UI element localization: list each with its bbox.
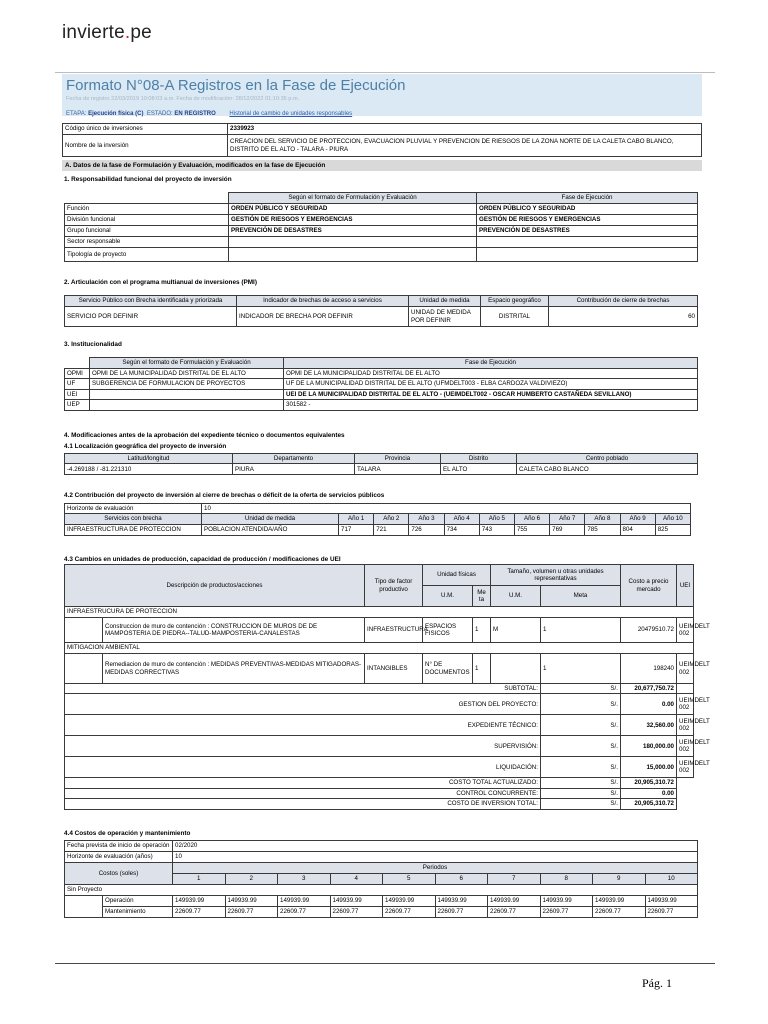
control-value: 0.00 bbox=[621, 788, 677, 798]
horizon-value: 10 bbox=[202, 504, 691, 514]
fe-value bbox=[229, 248, 477, 262]
row-label: OPMI bbox=[65, 369, 90, 379]
ej-value: 301582 - bbox=[284, 400, 698, 410]
liquidacion-uei: UEIMDELT 002 bbox=[677, 757, 694, 778]
operation-value: 149939.99 bbox=[225, 896, 278, 907]
gap-header: Año 8 bbox=[585, 514, 620, 524]
expediente-value: 32,560.00 bbox=[621, 715, 677, 736]
meta-header: Me ta bbox=[473, 586, 491, 607]
ej-value: ORDEN PÚBLICO Y SEGURIDAD bbox=[477, 204, 698, 215]
institutional-table bbox=[64, 357, 698, 411]
gap-header: Año 7 bbox=[550, 514, 585, 524]
period-header: 1 bbox=[173, 874, 226, 885]
maintenance-value: 22609.77 bbox=[278, 907, 331, 918]
section-44-title: 4.4 Costos de operación y mantenimiento bbox=[64, 830, 191, 837]
pmi-table bbox=[64, 295, 698, 327]
maintenance-value: 22609.77 bbox=[383, 907, 436, 918]
row-label: Sector responsable bbox=[65, 237, 229, 248]
pmi-header: Servicio Público con Brecha identificada y priorizada bbox=[65, 296, 237, 307]
location-table bbox=[64, 453, 698, 475]
pmi-header: Indicador de brechas de acceso a servicios bbox=[237, 296, 409, 307]
responsibility-table bbox=[64, 192, 698, 262]
gap-cell: POBLACION ATENDIDA/AÑO bbox=[202, 524, 339, 535]
item-cost: 20479510.72 bbox=[621, 618, 677, 643]
item-uei: UEIMDELT 002 bbox=[677, 654, 694, 684]
item-factor: INFRAESTRUCTURA bbox=[365, 618, 423, 643]
item-meta2: 1 bbox=[541, 618, 621, 643]
operation-value: 149939.99 bbox=[488, 896, 541, 907]
category-row: MITIGACION AMBIENTAL bbox=[65, 643, 694, 654]
operation-value: 149939.99 bbox=[173, 896, 226, 907]
operation-value: 149939.99 bbox=[645, 896, 698, 907]
gestion-label: GESTION DEL PROYECTO: bbox=[65, 694, 541, 715]
start-date-value: 02/2020 bbox=[173, 841, 698, 852]
gap-cell: 769 bbox=[550, 524, 585, 535]
operation-value: 149939.99 bbox=[383, 896, 436, 907]
operation-value: 149939.99 bbox=[435, 896, 488, 907]
liquidacion-value: 15,000.00 bbox=[621, 757, 677, 778]
section-4-title: 4. Modificaciones antes de la aprobación del expediente técnico o documentos equivalentes bbox=[64, 432, 345, 439]
pmi-header: Contribución de cierre de brechas bbox=[549, 296, 698, 307]
ej-value: UF DE LA MUNICIPALIDAD DISTRITAL DE EL ALTO (UFMDELT003 - ELBA CARDOZA VALDIVIEZO) bbox=[284, 379, 698, 389]
currency: S/. bbox=[541, 694, 621, 715]
sin-proyecto-row: Sin Proyecto bbox=[65, 885, 698, 896]
code-label: Código único de inversiones bbox=[63, 124, 228, 135]
item-meta: 1 bbox=[473, 654, 491, 684]
gestion-value: 0.00 bbox=[621, 694, 677, 715]
fe-value: SUBGERENCIA DE FORMULACION DE PROYECTOS bbox=[90, 379, 284, 389]
gap-header: Año 9 bbox=[620, 514, 655, 524]
row-label: UEI bbox=[65, 389, 90, 399]
row-label: Tipología de proyecto bbox=[65, 248, 229, 262]
currency: S/. bbox=[541, 799, 621, 809]
item-cost: 198240 bbox=[621, 654, 677, 684]
gap-header: Unidad de medida bbox=[202, 514, 339, 524]
section-3-title: 3. Institucionalidad bbox=[64, 341, 122, 348]
gap-table bbox=[64, 503, 691, 536]
gap-cell: 825 bbox=[655, 524, 690, 535]
loc-cell: TALARA bbox=[355, 464, 441, 475]
total-actualizado-label: COSTO TOTAL ACTUALIZADO: bbox=[65, 778, 541, 788]
currency: S/. bbox=[541, 757, 621, 778]
gap-header: Año 2 bbox=[374, 514, 409, 524]
pmi-cell: 60 bbox=[549, 307, 698, 327]
control-label: CONTROL CONCURRENTE: bbox=[65, 788, 541, 798]
bottom-divider bbox=[55, 963, 715, 964]
row-label: División funcional bbox=[65, 215, 229, 226]
loc-cell: EL ALTO bbox=[441, 464, 517, 475]
period-header: 8 bbox=[540, 874, 593, 885]
gap-cell: 717 bbox=[339, 524, 374, 535]
item-um: ESPACIOS FISICOS bbox=[423, 618, 473, 643]
gap-cell: 726 bbox=[409, 524, 444, 535]
code-value: 2339923 bbox=[228, 124, 702, 135]
gap-cell: 785 bbox=[585, 524, 620, 535]
period-header: 9 bbox=[593, 874, 646, 885]
horizon-years-value: 10 bbox=[173, 852, 698, 863]
period-header: 10 bbox=[645, 874, 698, 885]
period-header: 2 bbox=[225, 874, 278, 885]
loc-header: Centro poblado bbox=[517, 454, 698, 464]
currency: S/. bbox=[541, 715, 621, 736]
meta2-header: Meta bbox=[541, 586, 621, 607]
desc-header: Descripción de productos/acciones bbox=[65, 565, 365, 607]
item-um2 bbox=[491, 654, 541, 684]
section-a-header: A. Datos de la fase de Formulación y Evaluación, modificados en la fase de Ejecución bbox=[62, 160, 702, 171]
periods-header: Periodos bbox=[173, 863, 698, 874]
gap-cell: INFRAESTRUCTURA DE PROTECCION bbox=[65, 524, 202, 535]
maintenance-value: 22609.77 bbox=[593, 907, 646, 918]
supervision-value: 180,000.00 bbox=[621, 736, 677, 757]
start-date-label: Fecha prevista de inicio de operación bbox=[65, 841, 173, 852]
fe-value bbox=[90, 389, 284, 399]
om-costs-table bbox=[64, 840, 698, 918]
currency: S/. bbox=[541, 684, 621, 694]
history-link[interactable]: Historial de cambio de unidades responsables bbox=[229, 111, 353, 117]
gap-cell: 804 bbox=[620, 524, 655, 535]
invierte-logo: invierte.pe bbox=[62, 22, 152, 43]
title-block bbox=[62, 74, 702, 116]
s3-col-fe: Según el formato de Formulación y Evaluación bbox=[90, 358, 284, 369]
loc-header: Provincia bbox=[355, 454, 441, 464]
production-table bbox=[64, 564, 710, 810]
gap-cell: 734 bbox=[444, 524, 479, 535]
section-43-title: 4.3 Cambios en unidades de producción, capacidad de producción / modificaciones de UEI bbox=[64, 556, 341, 563]
item-um: N° DE DOCUMENTOS bbox=[423, 654, 473, 684]
inversion-total-label: COSTO DE INVERSION TOTAL: bbox=[65, 799, 541, 809]
pmi-header: Espacio geográfico bbox=[481, 296, 549, 307]
fe-value: PREVENCIÓN DE DESASTRES bbox=[229, 226, 477, 237]
loc-header: Distrito bbox=[441, 454, 517, 464]
size-header: Tamaño, volumen u otras unidades representativas bbox=[491, 565, 621, 586]
subtotal-uei bbox=[677, 684, 694, 694]
operation-value: 149939.99 bbox=[278, 896, 331, 907]
name-label: Nombre de la inversión bbox=[63, 135, 228, 157]
ej-value bbox=[477, 248, 698, 262]
ej-value: OPMI DE LA MUNICIPALIDAD DISTRITAL DE EL ALTO bbox=[284, 369, 698, 379]
gap-header: Servicios con brecha bbox=[65, 514, 202, 524]
period-header: 5 bbox=[383, 874, 436, 885]
record-dates: Fecha de registro 22/03/2019 10:08:03 a.m. Fecha de modificación: 28/12/2022 01:10:35 p.m. bbox=[66, 96, 300, 102]
um-header: U.M. bbox=[423, 586, 473, 607]
currency: S/. bbox=[541, 788, 621, 798]
liquidacion-label: LIQUIDACIÓN: bbox=[65, 757, 541, 778]
fe-value: OPMI DE LA MUNICIPALIDAD DISTRITAL DE EL ALTO bbox=[90, 369, 284, 379]
maintenance-value: 22609.77 bbox=[435, 907, 488, 918]
section-42-title: 4.2 Contribución del proyecto de inversión al cierre de brechas o déficit de la oferta de servicios públicos bbox=[64, 492, 385, 499]
item-factor: INTANGIBLES bbox=[365, 654, 423, 684]
supervision-label: SUPERVISIÓN: bbox=[65, 736, 541, 757]
gap-header: Año 3 bbox=[409, 514, 444, 524]
section-41-title: 4.1 Localización geográfica del proyecto de inversión bbox=[64, 443, 227, 450]
section-2-title: 2. Articulación con el programa multianual de inversiones (PMI) bbox=[64, 279, 257, 286]
pmi-cell: SERVICIO POR DEFINIR bbox=[65, 307, 237, 327]
loc-cell: -4.269188 / -81.221310 bbox=[65, 464, 233, 475]
operation-value: 149939.99 bbox=[593, 896, 646, 907]
row-label: UEP bbox=[65, 400, 90, 410]
s3-col-ej: Fase de Ejecución bbox=[284, 358, 698, 369]
operation-value: 149939.99 bbox=[540, 896, 593, 907]
gap-cell: 755 bbox=[514, 524, 549, 535]
expediente-uei: UEIMDELT 002 bbox=[677, 715, 694, 736]
item-meta2: 1 bbox=[541, 654, 621, 684]
gap-cell: 743 bbox=[479, 524, 514, 535]
gap-header: Año 1 bbox=[339, 514, 374, 524]
ej-value: UEI DE LA MUNICIPALIDAD DISTRITAL DE EL ALTO - (UEIMDELT002 - OSCAR HUMBERTO CASTAÑEDA SEVILLANO) bbox=[284, 389, 698, 399]
subtotal-value: 20,677,750.72 bbox=[621, 684, 677, 694]
period-header: 4 bbox=[330, 874, 383, 885]
page-title: Formato N°08-A Registros en la Fase de Ejecución bbox=[66, 77, 406, 94]
s1-col-fe: Según el formato de Formulación y Evaluación bbox=[229, 193, 477, 204]
maintenance-value: 22609.77 bbox=[330, 907, 383, 918]
ej-value: GESTIÓN DE RIESGOS Y EMERGENCIAS bbox=[477, 215, 698, 226]
subtotal-label: SUBTOTAL: bbox=[65, 684, 541, 694]
gap-header: Año 10 bbox=[655, 514, 690, 524]
supervision-uei: UEIMDELT 002 bbox=[677, 736, 694, 757]
horizon-label: Horizonte de evaluación bbox=[65, 504, 202, 514]
loc-header: Departamento bbox=[233, 454, 355, 464]
gap-header: Año 4 bbox=[444, 514, 479, 524]
currency: S/. bbox=[541, 778, 621, 788]
row-label: UF bbox=[65, 379, 90, 389]
row-label: Función bbox=[65, 204, 229, 215]
period-header: 3 bbox=[278, 874, 331, 885]
period-header: 7 bbox=[488, 874, 541, 885]
ej-value bbox=[477, 237, 698, 248]
maintenance-value: 22609.77 bbox=[645, 907, 698, 918]
section-1-title: 1. Responsabilidad funcional del proyecto de inversión bbox=[64, 176, 232, 183]
gestion-uei: UEIMDELT 002 bbox=[677, 694, 694, 715]
pmi-header: Unidad de medida bbox=[409, 296, 481, 307]
name-value: CREACION DEL SERVICIO DE PROTECCION, EVACUACION PLUVIAL Y PREVENCION DE RIESGOS DE LA ZONA NORTE DE LA CALETA CABO BLANCO, DISTRITO DE EL ALTO - TALARA - PIURA bbox=[228, 135, 702, 157]
item-meta: 1 bbox=[473, 618, 491, 643]
investment-info-table bbox=[62, 123, 702, 157]
s1-col-ej: Fase de Ejecución bbox=[477, 193, 698, 204]
currency: S/. bbox=[541, 736, 621, 757]
horizon-years-label: Horizonte de evaluación (años) bbox=[65, 852, 173, 863]
uei-header: UEI bbox=[677, 565, 694, 607]
item-um2: M bbox=[491, 618, 541, 643]
fe-value bbox=[90, 400, 284, 410]
maintenance-value: 22609.77 bbox=[488, 907, 541, 918]
inversion-total-value: 20,905,310.72 bbox=[621, 799, 677, 809]
item-desc: Construccion de muro de contención : CONSTRUCCION DE MUROS DE DE MAMPOSTERIA DE PIEDRA--TALUD-MAMPOSTERIA-CANALESTAS bbox=[103, 618, 365, 643]
operation-label: Operación bbox=[103, 896, 173, 907]
maintenance-value: 22609.77 bbox=[540, 907, 593, 918]
pmi-cell: DISTRITAL bbox=[481, 307, 549, 327]
fe-value bbox=[229, 237, 477, 248]
item-uei: UEIMDELT 002 bbox=[677, 618, 694, 643]
pmi-cell: INDICADOR DE BRECHA POR DEFINIR bbox=[237, 307, 409, 327]
page-number: Pág. 1 bbox=[642, 976, 672, 990]
gap-cell: 721 bbox=[374, 524, 409, 535]
loc-header: Latitud/longitud bbox=[65, 454, 233, 464]
loc-cell: PIURA bbox=[233, 464, 355, 475]
maintenance-value: 22609.77 bbox=[225, 907, 278, 918]
cost-header: Costo a precio mercado bbox=[621, 565, 677, 607]
period-header: 6 bbox=[435, 874, 488, 885]
maintenance-value: 22609.77 bbox=[173, 907, 226, 918]
stage-status: ETAPA: Ejecución física (C) ESTADO: EN REGISTRO Historial de cambio de unidades responsables bbox=[66, 111, 353, 117]
loc-cell: CALETA CABO BLANCO bbox=[517, 464, 698, 475]
maintenance-label: Mantenimiento bbox=[103, 907, 173, 918]
gap-header: Año 6 bbox=[514, 514, 549, 524]
expediente-label: EXPEDIENTE TÉCNICO: bbox=[65, 715, 541, 736]
fe-value: ORDEN PÚBLICO Y SEGURIDAD bbox=[229, 204, 477, 215]
units-header: Unidad físicas bbox=[423, 565, 491, 586]
category-row: INFRAESTRUCURA DE PROTECCION bbox=[65, 607, 694, 618]
item-desc: Remediacion de muro de contención : MEDIDAS PREVENTIVAS-MEDIDAS MITIGADORAS-MEDIDAS CORRECTIVAS bbox=[103, 654, 365, 684]
top-divider bbox=[55, 72, 715, 73]
costs-header: Costos (soles) bbox=[65, 863, 173, 885]
gap-header: Año 5 bbox=[479, 514, 514, 524]
ej-value: PREVENCIÓN DE DESASTRES bbox=[477, 226, 698, 237]
row-label: Grupo funcional bbox=[65, 226, 229, 237]
total-actualizado-value: 20,905,310.72 bbox=[621, 778, 677, 788]
pmi-cell: UNIDAD DE MEDIDA POR DEFINIR bbox=[409, 307, 481, 327]
fe-value: GESTIÓN DE RIESGOS Y EMERGENCIAS bbox=[229, 215, 477, 226]
operation-value: 149939.99 bbox=[330, 896, 383, 907]
factor-header: Tipo de factor productivo bbox=[365, 565, 423, 607]
um2-header: U.M. bbox=[491, 586, 541, 607]
